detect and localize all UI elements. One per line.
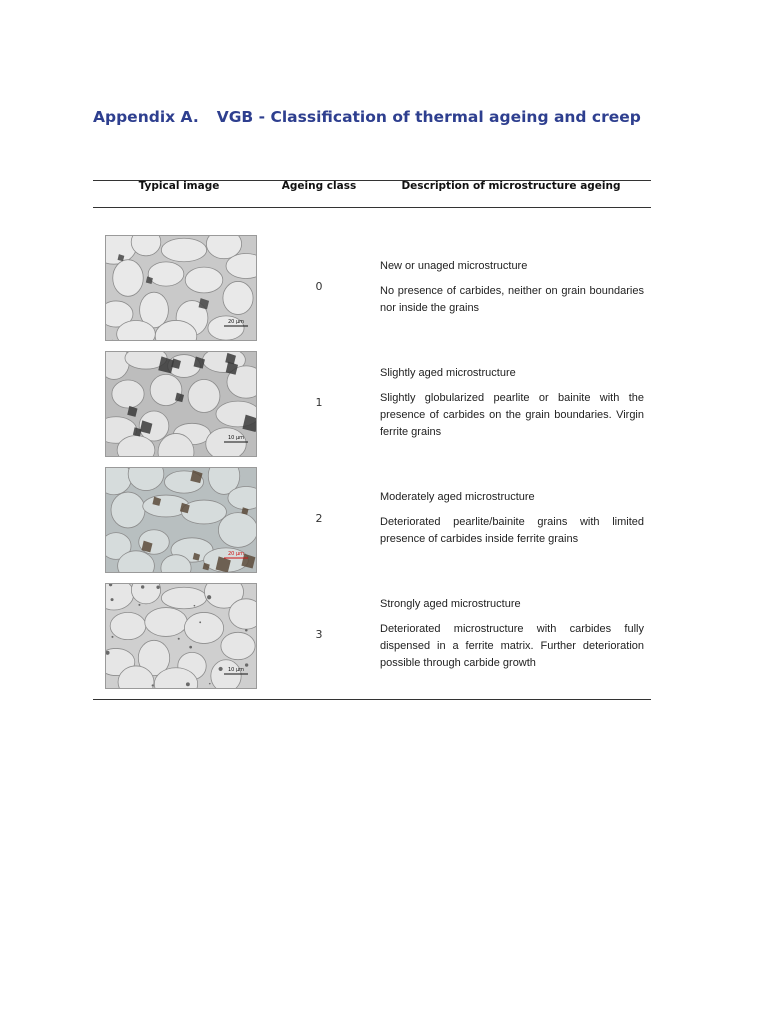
micrograph-image bbox=[105, 467, 257, 573]
svg-text:20 µm: 20 µm bbox=[228, 551, 245, 557]
ageing-class-value: 1 bbox=[315, 396, 323, 409]
ageing-class-value: 0 bbox=[315, 280, 323, 293]
description-text: Deteriorated microstructure with carbides fully dispensed in a ferrite matrix. Further deterioration possible through carbide growth bbox=[380, 623, 644, 669]
table-bottom-rule bbox=[93, 699, 651, 700]
appendix-heading bbox=[93, 108, 641, 126]
svg-text:20 µm: 20 µm bbox=[228, 319, 245, 325]
description-cell bbox=[380, 596, 644, 672]
description-text: Deteriorated pearlite/bainite grains with limited presence of carbides inside ferrite grains bbox=[380, 516, 644, 545]
micrograph-image bbox=[105, 235, 257, 341]
ageing-class-value: 3 bbox=[315, 628, 323, 641]
header-typical-image: Typical image bbox=[138, 180, 220, 192]
description-cell bbox=[380, 365, 644, 441]
description-cell bbox=[380, 258, 644, 317]
description-cell bbox=[380, 489, 644, 548]
ageing-class-value: 2 bbox=[315, 512, 323, 525]
appendix-title: VGB - Classification of thermal ageing and creep bbox=[216, 108, 641, 126]
micrograph-image bbox=[105, 583, 257, 689]
table-header-rule bbox=[93, 207, 651, 208]
micrograph-image bbox=[105, 351, 257, 457]
description-text: No presence of carbides, neither on grain boundaries nor inside the grains bbox=[380, 285, 644, 314]
description-title: New or unaged microstructure bbox=[380, 260, 528, 272]
svg-text:10 µm: 10 µm bbox=[228, 435, 245, 441]
description-text: Slightly globularized pearlite or bainite with the presence of carbides on the grain boundaries. Virgin ferrite grains bbox=[380, 392, 644, 438]
header-description: Description of microstructure ageing bbox=[401, 180, 621, 192]
svg-text:10 µm: 10 µm bbox=[228, 667, 245, 673]
description-title: Moderately aged microstructure bbox=[380, 491, 535, 503]
header-ageing-class: Ageing class bbox=[281, 180, 357, 192]
description-title: Strongly aged microstructure bbox=[380, 598, 521, 610]
description-title: Slightly aged microstructure bbox=[380, 367, 516, 379]
appendix-label: Appendix A. bbox=[93, 108, 199, 126]
